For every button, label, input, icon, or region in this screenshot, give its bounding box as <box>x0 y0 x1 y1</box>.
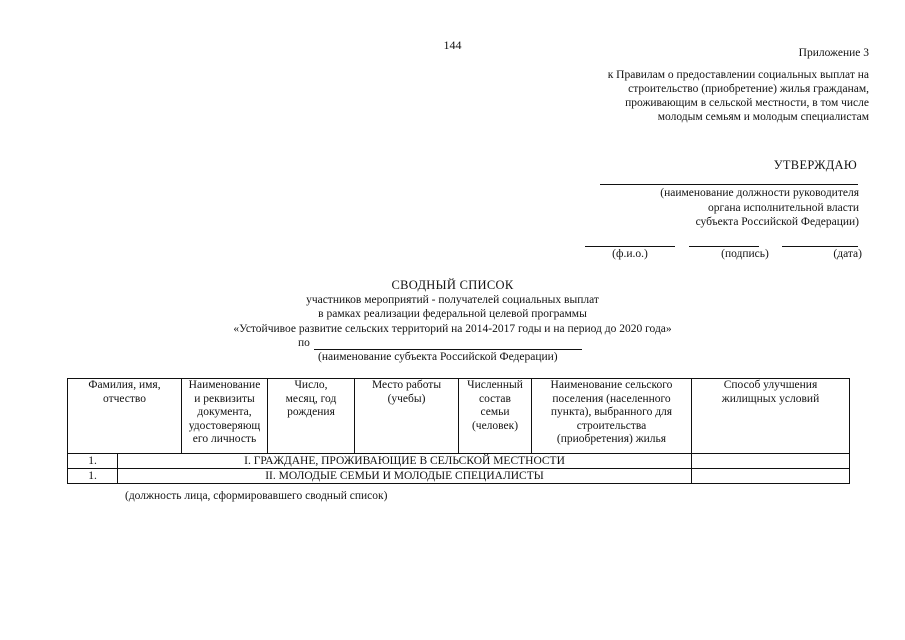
header-line: Наименование <box>188 379 261 391</box>
document-subtitle-line: участников мероприятий - получателей социальных выплат <box>306 293 599 306</box>
header-line: (человек) <box>471 419 519 432</box>
header-line: строительства <box>576 419 647 432</box>
header-settlement <box>532 379 692 454</box>
section-title: I. ГРАЖДАНЕ, ПРОЖИВАЮЩИЕ В СЕЛЬСКОЙ МЕСТНОСТИ <box>118 454 692 469</box>
header-line: состав <box>479 392 511 405</box>
section-title: II. МОЛОДЫЕ СЕМЬИ И МОЛОДЫЕ СПЕЦИАЛИСТЫ <box>118 469 692 484</box>
header-line: (приобретения) жилья <box>556 433 667 445</box>
footer-caption: (должность лица, сформировавшего сводный список) <box>125 490 388 502</box>
header-workplace <box>355 379 459 454</box>
header-family-size <box>459 379 532 454</box>
table-section-row <box>68 454 850 469</box>
header-line: (учебы) <box>387 392 426 405</box>
document-subtitle-line: в рамках реализации федеральной целевой программы <box>318 308 587 320</box>
position-caption-line: органа исполнительной власти <box>708 201 859 214</box>
position-caption-line: (наименование должности руководителя <box>660 187 859 199</box>
date-line <box>782 246 858 247</box>
date-caption: (дата) <box>833 248 862 260</box>
document-title: СВОДНЫЙ СПИСОК <box>391 278 514 292</box>
name-line <box>585 246 675 247</box>
header-line: Место работы <box>371 379 442 391</box>
section-number: 1. <box>68 469 118 484</box>
table-header-row <box>68 379 850 454</box>
subject-line <box>314 349 582 350</box>
header-line: поселения (населенного <box>552 392 671 405</box>
header-line: Фамилия, имя, <box>88 379 161 391</box>
header-birth-date <box>268 379 355 454</box>
header-line: удостоверяющ <box>188 419 261 432</box>
page-number: 144 <box>443 38 462 52</box>
header-line: Способ улучшения <box>723 379 818 391</box>
appendix-reference-line: проживающим в сельской местности, в том числе <box>625 97 869 109</box>
appendix-reference-line: строительство (приобретение) жилья гражданам, <box>628 83 869 95</box>
signature-caption: (подпись) <box>721 248 769 260</box>
header-line: жилищных условий <box>721 392 820 405</box>
approval-title: УТВЕРЖДАЮ <box>773 158 857 172</box>
section-empty-cell <box>692 454 850 469</box>
section-empty-cell <box>692 469 850 484</box>
position-caption-line: субъекта Российской Федерации) <box>695 216 859 228</box>
appendix-reference-line: молодым семьям и молодым специалистам <box>657 111 869 123</box>
position-caption <box>660 186 859 230</box>
header-line: пункта), выбранного для <box>550 406 673 418</box>
appendix-reference-line: к Правилам о предоставлении социальных выплат на <box>607 69 869 81</box>
header-line: Число, <box>294 379 328 391</box>
signature-line <box>689 246 759 247</box>
header-line: Численный <box>467 379 523 391</box>
position-signature-line <box>600 184 858 185</box>
table-section-row <box>68 469 850 484</box>
header-full-name <box>68 379 182 454</box>
section-number: 1. <box>68 454 118 469</box>
document-subtitle-line: «Устойчивое развитие сельских территорий на 2014-2017 годы и на период до 2020 года» <box>233 322 672 335</box>
header-line: рождения <box>287 406 335 418</box>
po-label: по <box>298 337 310 349</box>
header-line: семьи <box>480 406 510 418</box>
name-caption: (ф.и.о.) <box>612 248 648 260</box>
header-line: и реквизиты <box>194 392 255 405</box>
subject-caption: (наименование субъекта Российской Федерации) <box>318 351 558 363</box>
header-line: отчество <box>102 392 147 405</box>
header-line: месяц, год <box>285 392 337 405</box>
header-line: Наименование сельского <box>550 379 673 391</box>
header-improvement-method <box>692 379 850 454</box>
summary-table <box>67 378 850 484</box>
appendix-reference <box>549 68 869 124</box>
header-line: документа, <box>197 406 252 418</box>
header-line: его личность <box>192 433 257 445</box>
document-heading <box>0 278 905 336</box>
header-id-document <box>182 379 268 454</box>
appendix-title: Приложение 3 <box>798 47 869 59</box>
